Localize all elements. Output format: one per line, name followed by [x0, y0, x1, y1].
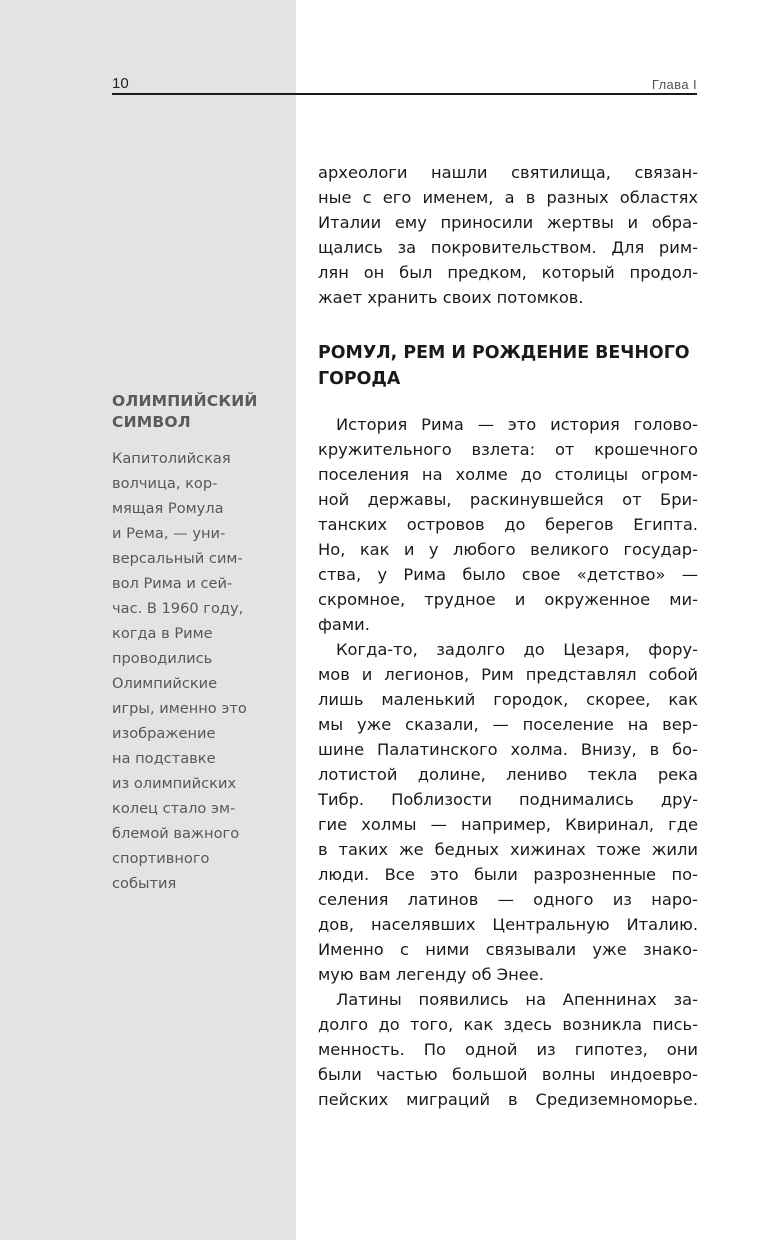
paragraph-1 — [318, 412, 698, 637]
sidebar-text — [112, 446, 277, 896]
body-line: ные с его именем, а в разных областях — [318, 188, 698, 207]
sidebar-heading — [112, 391, 277, 433]
page-number: 10 — [112, 75, 129, 92]
sidebar-note — [112, 391, 277, 896]
sidebar-line: события — [112, 875, 177, 892]
body-line: долго до того, как здесь возникла пись- — [318, 1015, 698, 1034]
body-line: Но, как и у любого великого государ- — [318, 540, 698, 559]
sidebar-line: версальный сим- — [112, 550, 243, 567]
body-line: лишь маленький городок, скорее, как — [318, 690, 698, 709]
body-line: мов и легионов, Рим представлял собой — [318, 665, 698, 684]
intro-paragraph — [318, 160, 698, 310]
sidebar-line: мящая Ромула — [112, 500, 224, 517]
body-line: шине Палатинского холма. Внизу, в бо- — [318, 740, 698, 759]
main-column — [318, 160, 698, 1112]
sidebar-line: из олимпийских — [112, 775, 237, 792]
body-line: были частью большой волны индоевро- — [318, 1065, 698, 1084]
chapter-label: Глава I — [651, 77, 697, 92]
body-line: щались за покровительством. Для рим- — [318, 238, 698, 257]
body-line: ной державы, раскинувшейся от Бри- — [318, 490, 698, 509]
section-heading — [318, 340, 698, 392]
sidebar-line: когда в Риме — [112, 625, 213, 642]
body-line: лян он был предком, который продол- — [318, 263, 698, 282]
sidebar-line: игры, именно это — [112, 700, 247, 717]
sidebar-line: блемой важного — [112, 825, 240, 842]
sidebar-line: Капитолийская — [112, 450, 231, 467]
body-line: Когда-то, задолго до Цезаря, фору- — [336, 640, 698, 659]
body-line: гие холмы — например, Квиринал, где — [318, 815, 698, 834]
body-line: дов, населявших Центральную Италию. — [318, 915, 698, 934]
sidebar-line: изображение — [112, 725, 216, 742]
body-line: ства, у Рима было свое «детство» — — [318, 565, 698, 584]
sidebar-line: волчица, кор- — [112, 475, 218, 492]
body-line: скромное, трудное и окруженное ми- — [318, 590, 698, 609]
section-heading-line: ГОРОДА — [318, 369, 401, 389]
sidebar-line: колец стало эм- — [112, 800, 236, 817]
sidebar-line: час. В 1960 году, — [112, 600, 244, 617]
body-line: Италии ему приносили жертвы и обра- — [318, 213, 698, 232]
sidebar-line: и Рема, — уни- — [112, 525, 226, 542]
body-line: мую вам легенду об Энее. — [318, 965, 544, 984]
body-line: жает хранить своих потомков. — [318, 288, 584, 307]
body-line: История Рима — это история голово- — [336, 415, 698, 434]
body-line: танских островов до берегов Египта. — [318, 515, 698, 534]
body-line: селения латинов — одного из наро- — [318, 890, 698, 909]
body-line: поселения на холме до столицы огром- — [318, 465, 698, 484]
sidebar-line: Олимпийские — [112, 675, 218, 692]
body-line: кружительного взлета: от крошечного — [318, 440, 698, 459]
section-heading-line: РОМУЛ, РЕМ И РОЖДЕНИЕ ВЕЧНОГО — [318, 343, 690, 363]
sidebar-line: спортивного — [112, 850, 210, 867]
sidebar-line: вол Рима и сей- — [112, 575, 233, 592]
body-line: Именно с ними связывали уже знако- — [318, 940, 698, 959]
body-line: лотистой долине, лениво текла река — [318, 765, 698, 784]
body-line: в таких же бедных хижинах тоже жили — [318, 840, 698, 859]
sidebar-line: на подставке — [112, 750, 216, 767]
body-line: Латины появились на Апеннинах за- — [336, 990, 698, 1009]
body-line: мы уже сказали, — поселение на вер- — [318, 715, 698, 734]
sidebar-line: проводились — [112, 650, 213, 667]
paragraph-3 — [318, 987, 698, 1112]
body-line: пейских миграций в Средиземноморье. — [318, 1090, 698, 1109]
body-line: фами. — [318, 615, 370, 634]
sidebar-heading-line: СИМВОЛ — [112, 413, 191, 431]
body-line: Тибр. Поблизости поднимались дру- — [318, 790, 698, 809]
paragraph-2 — [318, 637, 698, 987]
sidebar-heading-line: ОЛИМПИЙСКИЙ — [112, 392, 258, 410]
body-line: люди. Все это были разрозненные по- — [318, 865, 698, 884]
body-line: менность. По одной из гипотез, они — [318, 1040, 698, 1059]
header-rule — [112, 93, 697, 95]
body-line: археологи нашли святилища, связан- — [318, 163, 698, 182]
